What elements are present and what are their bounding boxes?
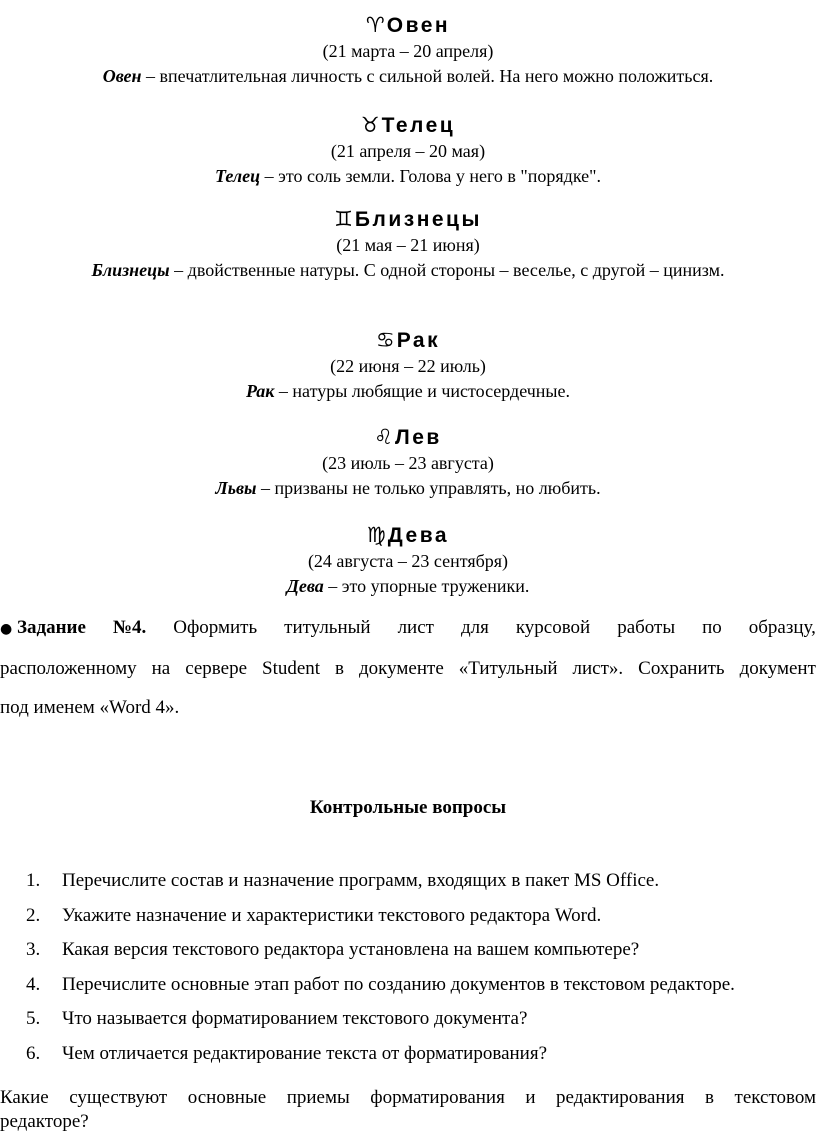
sign-name: Близнецы <box>354 208 482 231</box>
task-word: Оформить <box>173 617 258 638</box>
question-number: 1. <box>26 870 41 891</box>
task-word: Сохранить <box>638 658 725 679</box>
task-word: титульный <box>284 617 371 638</box>
question-number: 4. <box>26 973 41 995</box>
list-item <box>0 1006 816 1041</box>
cancer-icon: ♋ <box>375 328 395 352</box>
questions-list <box>0 868 816 1075</box>
sign-title <box>0 112 816 139</box>
question-number: 5. <box>26 1008 41 1029</box>
task-line-3: под именем «Word 4». <box>0 697 180 718</box>
task-bullet <box>0 608 86 649</box>
sign-description <box>0 475 816 501</box>
final-word: основные <box>187 1087 267 1108</box>
final-word: существуют <box>69 1087 168 1108</box>
task-word: документ <box>739 658 816 679</box>
task-word: «Титульный <box>458 658 558 679</box>
task-word: документе <box>359 658 444 679</box>
sign-term: Львы <box>215 478 257 498</box>
final-question-line-2: редакторе? <box>0 1111 89 1132</box>
sign-term: Телец <box>215 166 261 186</box>
sign-text: – это соль земли. Голова у него в "порядке". <box>260 166 601 186</box>
sign-title <box>0 424 816 451</box>
task-line-1 <box>0 608 816 649</box>
sign-title <box>0 522 816 549</box>
sign-term: Близнецы <box>91 260 170 280</box>
sign-name: Лев <box>395 426 442 449</box>
final-word: текстовом <box>734 1087 816 1108</box>
sign-title <box>0 12 816 39</box>
sign-text: – призваны не только управлять, но любить. <box>256 478 601 498</box>
sign-name: Овен <box>386 14 451 37</box>
questions-heading: Контрольные вопросы <box>309 797 507 818</box>
final-word: приемы <box>286 1087 350 1108</box>
sign-dates: (22 июня – 22 июль) <box>330 356 486 376</box>
task-word: лист». <box>572 658 624 679</box>
sign-description <box>0 573 816 599</box>
sign-leo <box>0 424 816 501</box>
sign-virgo <box>0 522 816 599</box>
final-word: редактирования <box>556 1087 685 1108</box>
final-word: форматирования <box>370 1087 505 1108</box>
task-word: Student <box>262 658 321 679</box>
question-text: Что называется форматированием текстового документа? <box>62 1008 528 1029</box>
sign-name: Телец <box>381 114 456 137</box>
list-item <box>0 937 816 972</box>
gemini-icon: ♊ <box>334 207 353 231</box>
sign-title <box>0 327 816 354</box>
task-word: по <box>702 617 722 638</box>
sign-description <box>0 63 816 89</box>
sign-dates: (24 августа – 23 сентября) <box>307 551 509 571</box>
task-word: для <box>460 617 489 638</box>
final-word: в <box>705 1087 714 1108</box>
sign-description <box>0 163 816 189</box>
sign-dates: (21 апреля – 20 мая) <box>330 141 486 161</box>
question-text: Перечислите состав и назначение программ, входящих в пакет MS Office. <box>62 870 660 891</box>
list-item <box>0 903 816 938</box>
sign-name: Дева <box>387 524 450 547</box>
sign-name: Рак <box>396 329 441 352</box>
task-word: курсовой <box>515 617 591 638</box>
sign-term: Овен <box>102 66 142 86</box>
question-text: Перечислите основные этап работ по созданию документов в текстовом редакторе. <box>62 973 735 995</box>
task-4 <box>0 608 816 727</box>
sign-term: Дева <box>286 576 324 596</box>
sign-description <box>88 257 728 283</box>
list-item <box>0 1041 816 1076</box>
sign-aries <box>0 12 816 89</box>
question-number: 6. <box>26 1042 41 1064</box>
sign-gemini <box>0 206 816 283</box>
sign-description <box>0 378 816 404</box>
question-number: 2. <box>26 904 41 926</box>
sign-title <box>0 206 816 233</box>
final-word: Какие <box>0 1087 49 1108</box>
final-question <box>0 1086 816 1134</box>
virgo-icon: ♍ <box>366 523 386 547</box>
sign-cancer <box>0 327 816 404</box>
task-word: работы <box>617 617 676 638</box>
question-number: 3. <box>26 939 41 960</box>
list-item <box>0 868 816 903</box>
leo-icon: ♌ <box>374 425 393 449</box>
sign-taurus <box>0 112 816 189</box>
task-word: сервере <box>185 658 248 679</box>
sign-text: – впечатлительная личность с сильной волей. На него можно положиться. <box>141 66 714 86</box>
final-question-line-1 <box>0 1086 816 1110</box>
sign-text: – двойственные натуры. С одной стороны – веселье, с другой – цинизм. <box>169 260 725 280</box>
task-word: на <box>151 658 171 679</box>
sign-term: Рак <box>245 381 275 401</box>
sign-dates: (23 июль – 23 августа) <box>322 453 494 473</box>
taurus-icon: ♉ <box>360 113 380 137</box>
question-text: Укажите назначение и характеристики текстового редактора Word. <box>62 904 602 926</box>
task-line-2 <box>0 649 816 688</box>
question-text: Чем отличается редактирование текста от форматирования? <box>62 1042 548 1064</box>
question-text: Какая версия текстового редактора установлена на вашем компьютере? <box>62 939 640 960</box>
task-word: расположенному <box>0 658 137 679</box>
sign-text: – это упорные труженики. <box>323 576 530 596</box>
sign-dates: (21 мая – 21 июня) <box>336 235 480 255</box>
final-word: и <box>525 1087 536 1108</box>
aries-icon: ♈ <box>365 13 385 37</box>
task-label: Задание <box>16 617 86 638</box>
sign-dates: (21 марта – 20 апреля) <box>322 41 494 61</box>
sign-text: – натуры любящие и чистосердечные. <box>274 381 571 401</box>
task-word: в <box>335 658 345 679</box>
task-number: №4. <box>112 617 147 638</box>
bullet-icon: ● <box>0 621 13 637</box>
task-word: образцу, <box>748 617 816 638</box>
task-word: лист <box>397 617 434 638</box>
list-item <box>0 972 816 1007</box>
